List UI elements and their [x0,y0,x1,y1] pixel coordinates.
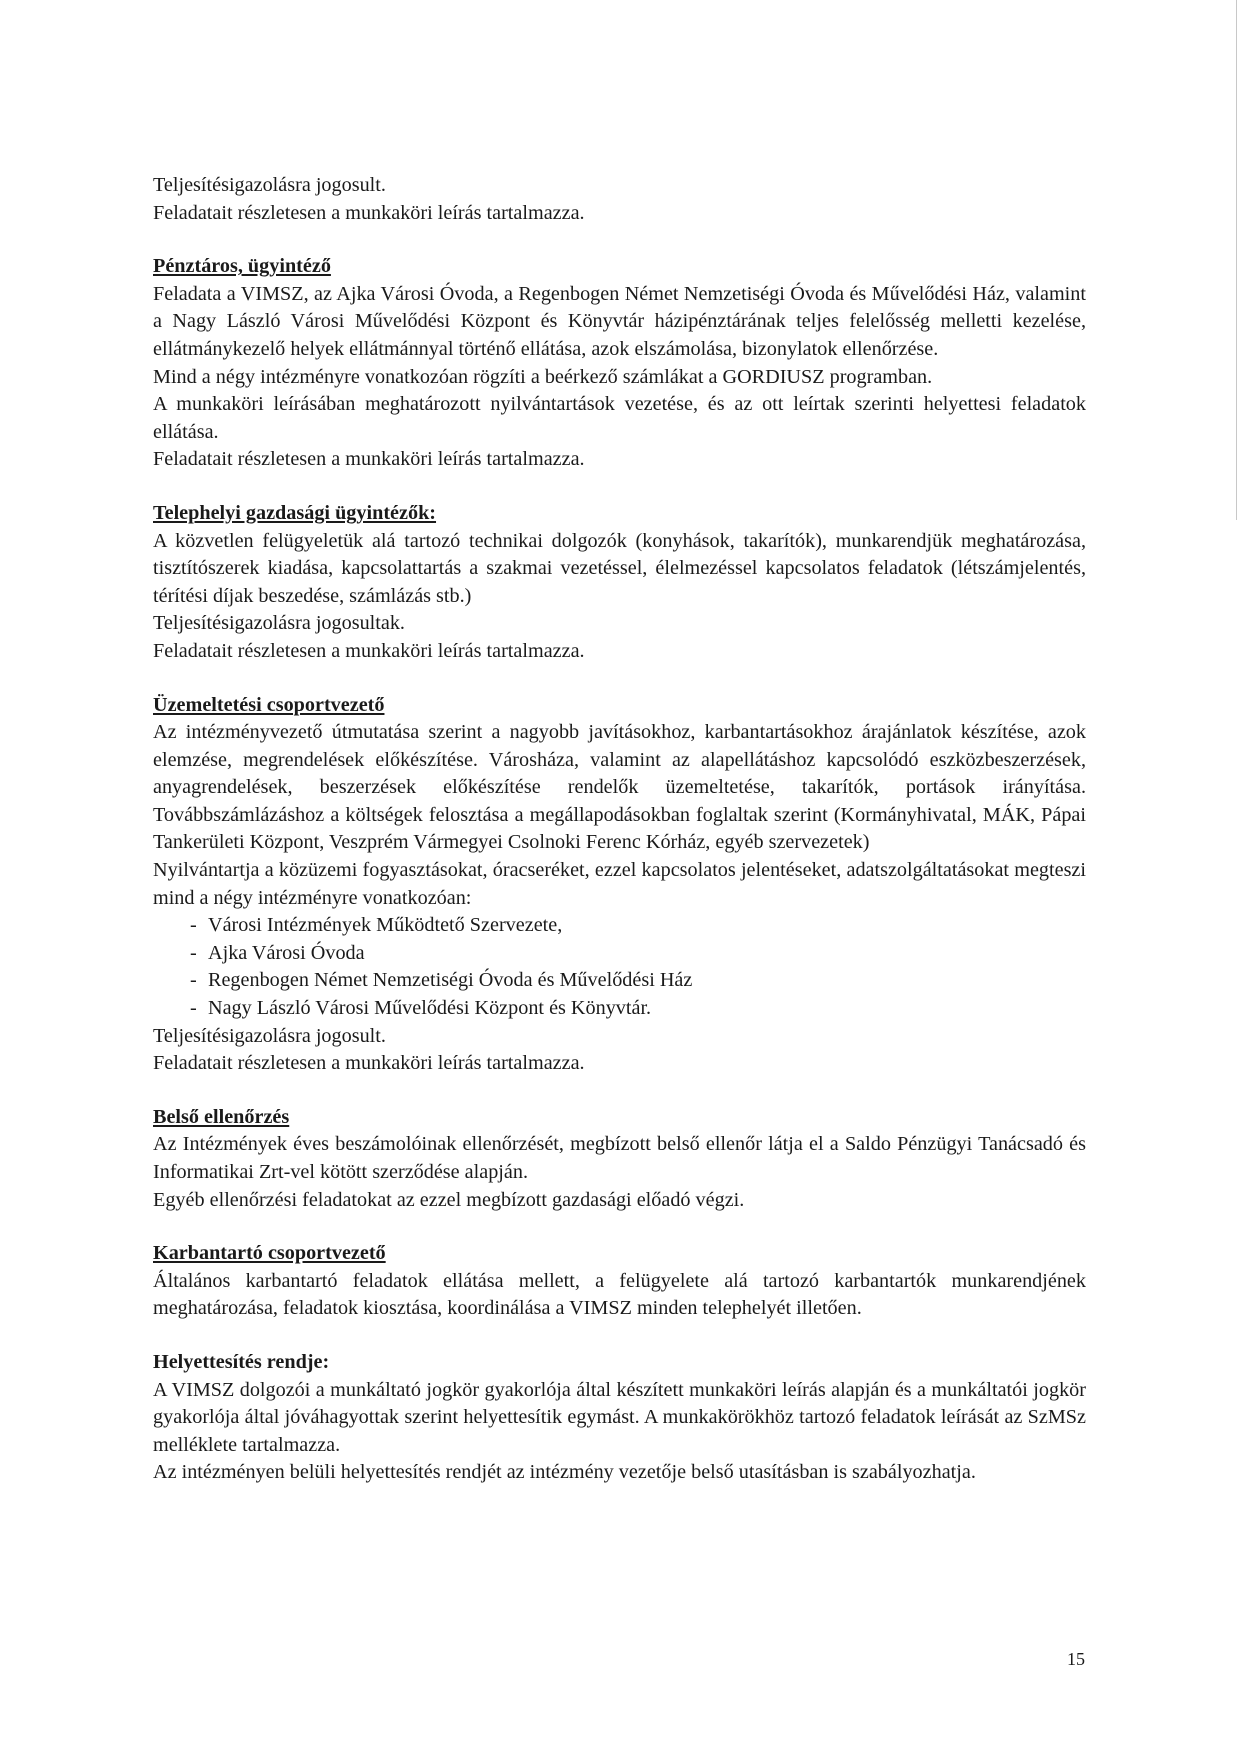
paragraph: Feladatait részletesen a munkaköri leírás tartalmazza. [153,639,585,662]
paragraph: A közvetlen felügyeletük alá tartozó technikai dolgozók (konyhások, takarítók), munkarendjük meghatározása, tisztítószerek kiadása, kapcsolattartás a szakmai vezetéssel, élelmezéssel kapcsolatos feladatok (létszámjelentés, térítési díjak beszedése, számlázás stb.) [153,529,1086,607]
paragraph: Teljesítésigazolásra jogosult. [153,1024,386,1047]
paragraph: Az intézményvezető útmutatása szerint a nagyobb javításokhoz, karbantartásokhoz árajánlatok készítése, azok elemzése, megrendelések előkészítése. Városháza, valamint az alapellátáshoz kapcsolódó eszközbeszerzések, anyagrendelések, beszerzések előkészítése rendelők üzemeltetése, takarítók, portások irányítása. Továbbszámlázáshoz a költségek felosztása a megállapodásokban foglaltak szerint (Kormányhivatal, MÁK, Pápai Tankerületi Központ, Veszprém Vármegyei Csolnoki Ferenc Kórház, egyéb szervezetek) [153,721,1086,854]
scan-edge-line [1236,0,1237,520]
paragraph: Mind a négy intézményre vonatkozóan rögzíti a beérkező számlákat a GORDIUSZ programban. [153,365,933,388]
paragraph: Nyilvántartja a közüzemi fogyasztásokat, óracseréket, ezzel kapcsolatos jelentéseket, adatszolgáltatásokat megteszi mind a négy intézményre vonatkozóan: [153,859,1086,909]
paragraph: Feladata a VIMSZ, az Ajka Városi Óvoda, a Regenbogen Német Nemzetiségi Óvoda és Művelődési Ház, valamint a Nagy László Városi Művelődési Központ és Könyvtár házipénztárának teljes felelősség melletti kezelése, ellátmánykezelő helyek ellátmánnyal történő ellátása, azok elszámolása, bizonylatok ellenőrzése. [153,282,1086,360]
section-karbantarto [153,1240,1086,1323]
list-item: - Városi Intézmények Működtető Szervezete, [190,912,1086,940]
paragraph: Általános karbantartó feladatok ellátása mellett, a felügyelete alá tartozó karbantartók munkarendjének meghatározása, feladatok kiosztása, koordinálása a VIMSZ minden telephelyét illetően. [153,1269,1086,1320]
section-heading: Üzemeltetési csoportvezető [153,693,385,716]
list-item: - Ajka Városi Óvoda [190,940,1086,968]
paragraph: A VIMSZ dolgozói a munkáltató jogkör gyakorlója által készített munkaköri leírás alapján és a munkáltatói jogkör gyakorlója által jóváhagyottak szerint helyettesítik egymást. A munkakörökhöz tartozó feladatok leírását az SzMSz melléklete tartalmazza. [153,1378,1086,1456]
document-page [153,172,1086,1487]
paragraph: Feladatait részletesen a munkaköri leírás tartalmazza. [153,1052,585,1075]
list-item: - Nagy László Városi Művelődési Központ és Könyvtár. [190,995,1086,1023]
section-heading: Karbantartó csoportvezető [153,1242,386,1265]
section-heading: Belső ellenőrzés [153,1105,290,1128]
section-uzemeltetesi [153,692,1086,1078]
paragraph: Teljesítésigazolásra jogosultak. [153,612,405,635]
paragraph: Egyéb ellenőrzési feladatokat az ezzel megbízott gazdasági előadó végzi. [153,1188,745,1211]
section-heading: Helyettesítés rendje: [153,1350,330,1373]
paragraph: Az intézményen belüli helyettesítés rendjét az intézmény vezetője belső utasításban is szabályozhatja. [153,1461,976,1484]
page-number: 15 [1067,1649,1085,1669]
section-belso-ellenorzes [153,1104,1086,1214]
list-item: - Regenbogen Német Nemzetiségi Óvoda és Művelődési Ház [190,967,1086,995]
paragraph: Teljesítésigazolásra jogosult. [153,174,386,196]
institution-list [153,912,1086,1022]
section-penztaros [153,253,1086,474]
paragraph: Az Intézmények éves beszámolóinak ellenőrzését, megbízott belső ellenőr látja el a Saldo Pénzügyi Tanácsadó és Informatikai Zrt-vel kötött szerződése alapján. [153,1133,1086,1183]
section-heading: Pénztáros, ügyintéző [153,255,331,278]
section-heading: Telephelyi gazdasági ügyintézők: [153,501,437,524]
section-intro [153,172,1086,227]
paragraph: Feladatait részletesen a munkaköri leírás tartalmazza. [153,201,585,224]
paragraph: A munkaköri leírásában meghatározott nyilvántartások vezetése, és az ott leírtak szerinti helyettesi feladatok ellátása. [153,393,1086,443]
section-helyettesites [153,1349,1086,1487]
paragraph: Feladatait részletesen a munkaköri leírás tartalmazza. [153,448,585,471]
section-telephelyi [153,500,1086,666]
